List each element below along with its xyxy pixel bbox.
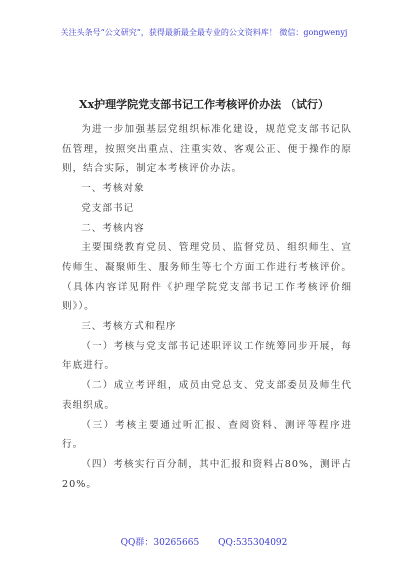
heading-assessment-method: 三、考核方式和程序 bbox=[81, 321, 177, 333]
paragraph-method-2: （二）成立考评组，成员由党总支、党支部委员及师生代表组织成。 bbox=[62, 380, 352, 411]
page-header-banner: 关注头条号“公文研究”，获得最新最全最专业的公文资料库！ 微信：gongwenyj bbox=[60, 28, 348, 37]
paragraph-method-4: （四）考核实行百分制，其中汇报和资料占80%，测评占20%。 bbox=[62, 458, 352, 490]
paragraph-method-1: （一）考核与党支部书记述职评议工作统筹同步开展，每年底进行。 bbox=[62, 340, 352, 372]
paragraph-intro: 为进一步加强基层党组织标准化建设，规范党支部书记队伍管理，按照突出重点、注重实效、客观公正、便于操作的原则，结合实际，制定本考核评价办法。 bbox=[62, 124, 352, 175]
paragraph-method-3: （三）考核主要通过听汇报、查阅资料、测评等程序进行。 bbox=[62, 419, 352, 451]
page-footer bbox=[0, 535, 408, 548]
footer-qq: QQ:535304092 bbox=[218, 538, 288, 548]
paragraph-target: 党支部书记 bbox=[81, 202, 135, 214]
document-body bbox=[62, 116, 352, 494]
paragraph-content: 主要围绕教育党员、管理党员、监督党员、组织师生、宣传师生、凝聚师生、服务师生等七个方面工作进行考核评价。（具体内容详见附件《护理学院党支部书记工作考核评价细则》）。 bbox=[62, 242, 352, 313]
heading-assessment-content: 二、考核内容 bbox=[81, 222, 145, 234]
heading-assessment-target: 一、考核对象 bbox=[81, 183, 145, 195]
footer-qq-group: QQ群：30265665 bbox=[120, 538, 200, 548]
document-title: Xx护理学院党支部书记工作考核评价办法 （试行） bbox=[79, 98, 329, 111]
